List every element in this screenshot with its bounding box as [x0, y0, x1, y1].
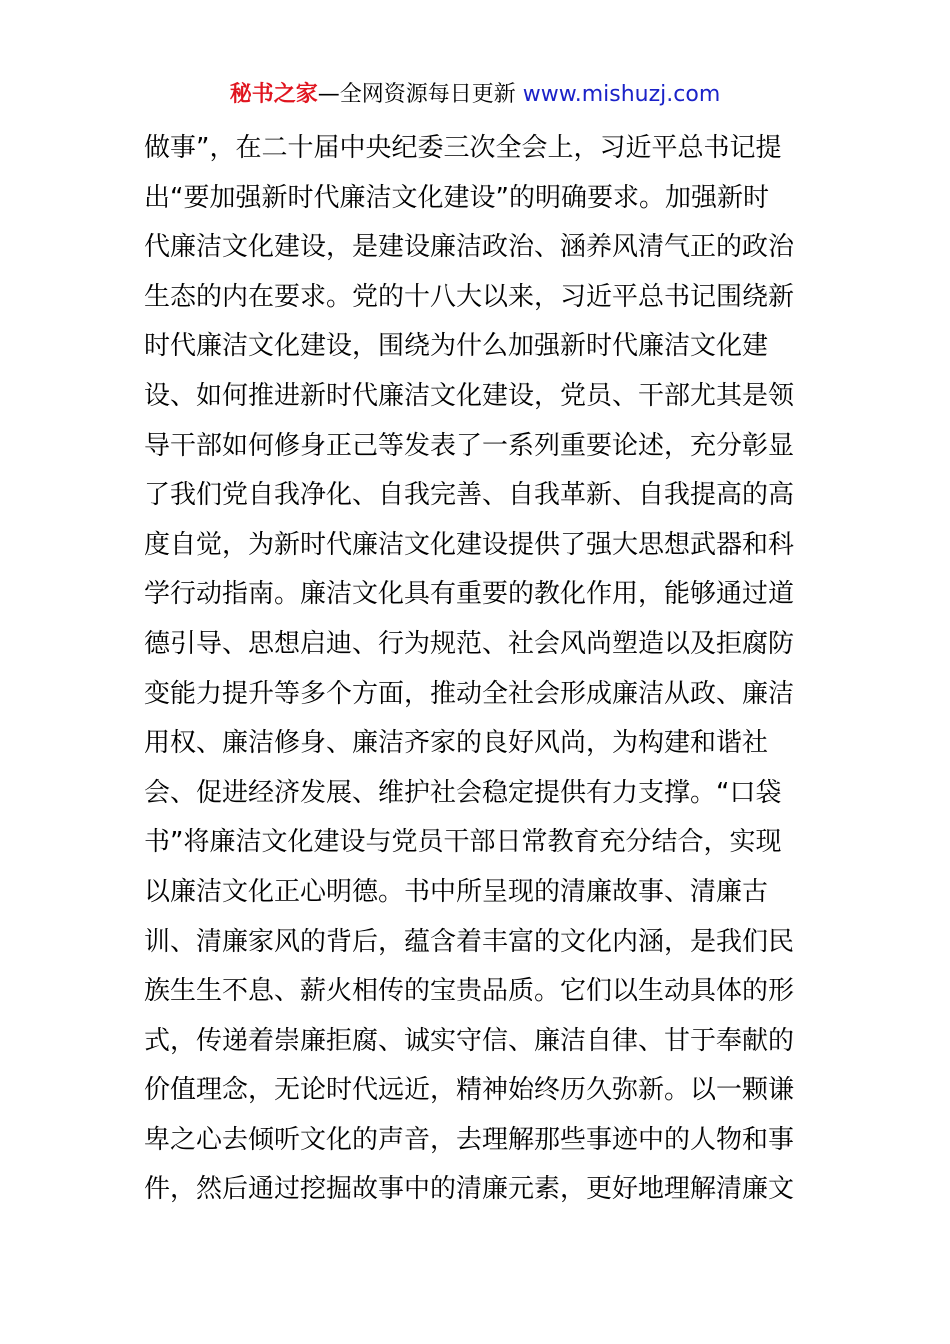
text-line: 族生生不息、薪火相传的宝贵品质。它们以生动具体的形	[144, 976, 795, 1007]
text-line: 导干部如何修身正己等发表了一系列重要论述，充分彰显	[144, 430, 795, 461]
text-line: 设、如何推进新时代廉洁文化建设，党员、干部尤其是领	[144, 380, 795, 411]
text-line: 式，传递着崇廉拒腐、诚实守信、廉洁自律、甘于奉献的	[144, 1025, 795, 1056]
text-line: 生态的内在要求。党的十八大以来，习近平总书记围绕新	[144, 281, 795, 312]
text-line: 度自觉，为新时代廉洁文化建设提供了强大思想武器和科	[144, 529, 795, 560]
site-header	[0, 80, 950, 110]
site-url-link[interactable]: www.mishuzj.com	[522, 82, 721, 107]
text-line: 代廉洁文化建设，是建设廉洁政治、涵养风清气正的政治	[144, 232, 795, 263]
text-line: 了我们党自我净化、自我完善、自我革新、自我提高的高	[144, 480, 795, 511]
brand-name: 秘书之家	[229, 82, 318, 107]
text-line: 用权、廉洁修身、廉洁齐家的良好风尚，为构建和谐社	[144, 728, 769, 759]
text-line: 价值理念，无论时代远近，精神始终历久弥新。以一颗谦	[144, 1075, 795, 1106]
text-line: 时代廉洁文化建设，围绕为什么加强新时代廉洁文化建	[144, 331, 769, 362]
text-line: 做事”，在二十届中央纪委三次全会上，习近平总书记提	[144, 133, 782, 163]
text-line: 件，然后通过挖掘故事中的清廉元素，更好地理解清廉文	[144, 1174, 795, 1205]
text-line: 以廉洁文化正心明德。书中所呈现的清廉故事、清廉古	[144, 876, 769, 907]
text-line: 德引导、思想启迪、行为规范、社会风尚塑造以及拒腐防	[144, 628, 795, 659]
text-line: 会、促进经济发展、维护社会稳定提供有力支撑。“口袋	[144, 777, 782, 808]
text-line: 训、清廉家风的背后，蕴含着丰富的文化内涵，是我们民	[144, 926, 795, 957]
body-paragraph	[144, 124, 814, 1215]
text-line: 变能力提升等多个方面，推动全社会形成廉洁从政、廉洁	[144, 678, 795, 709]
header-tagline: —全网资源每日更新	[317, 82, 523, 107]
text-line: 出“要加强新时代廉洁文化建设”的明确要求。加强新时	[144, 182, 769, 213]
text-line: 学行动指南。廉洁文化具有重要的教化作用，能够通过道	[144, 579, 795, 610]
text-line: 卑之心去倾听文化的声音，去理解那些事迹中的人物和事	[144, 1124, 795, 1155]
text-line: 书”将廉洁文化建设与党员干部日常教育充分结合，实现	[144, 827, 782, 858]
